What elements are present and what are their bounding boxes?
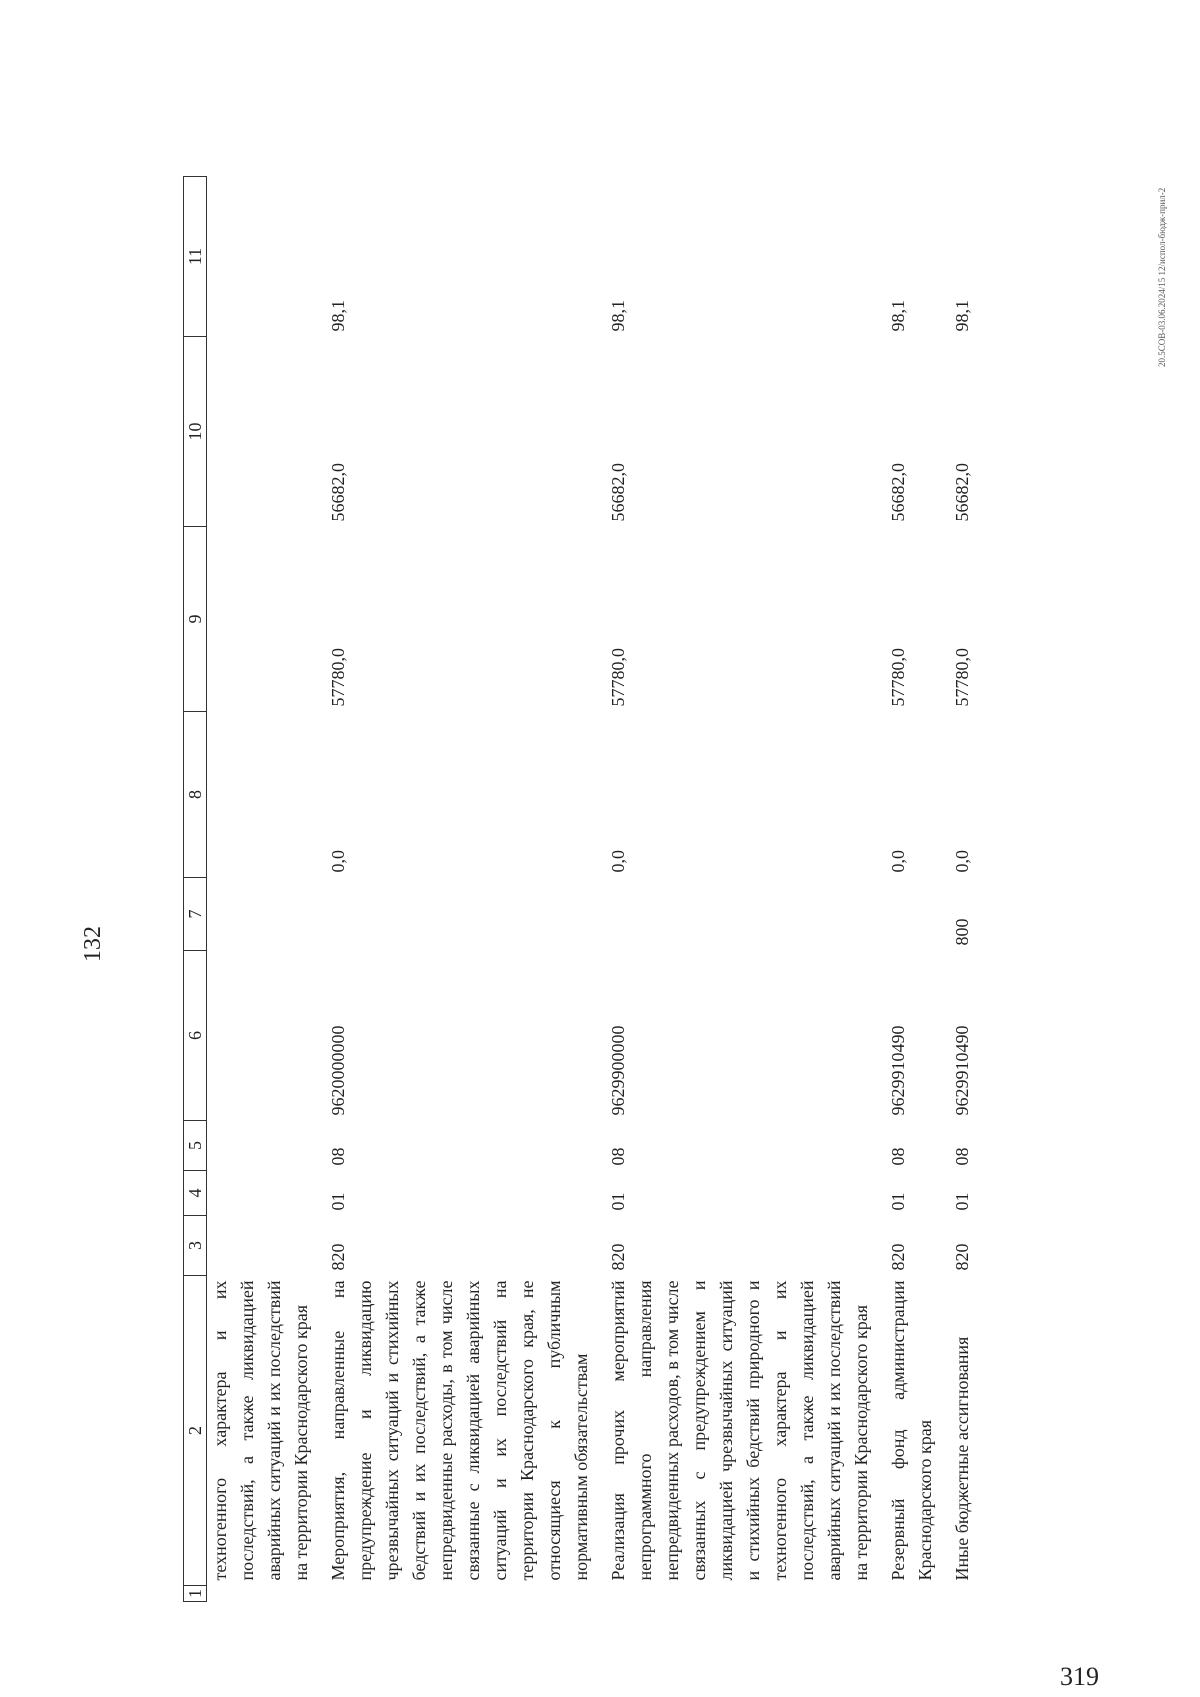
cell-c11: 98,1	[328, 300, 348, 332]
table-row	[949, 177, 976, 1602]
cell-c10: 56682,0	[608, 463, 628, 522]
header-col-5: 5	[184, 1121, 207, 1171]
cell-c6: 9620000000	[328, 1025, 348, 1116]
cell-c5	[207, 1121, 316, 1171]
cell-c7	[325, 878, 595, 951]
cell-c4: 01	[328, 1192, 348, 1211]
cell-c5: 08	[952, 1147, 972, 1166]
cell-c7: 800	[952, 918, 972, 946]
header-col-10: 10	[184, 337, 207, 527]
cell-c7	[605, 878, 875, 951]
cell-c11: 98,1	[888, 300, 908, 332]
cell-c9: 57780,0	[328, 648, 348, 707]
row-name: Резервный фонд администрации Краснодарского края	[888, 1280, 935, 1581]
page-number: 132	[80, 926, 106, 962]
table-row	[605, 177, 875, 1602]
header-col-2: 2	[184, 1276, 207, 1586]
cell-c9	[207, 527, 316, 712]
cell-c5: 08	[888, 1147, 908, 1166]
header-col-1: 1	[184, 1586, 207, 1602]
row-spacer	[595, 177, 605, 1602]
cell-c8: 0,0	[952, 850, 972, 873]
header-col-6: 6	[184, 951, 207, 1121]
table-row	[207, 177, 316, 1602]
cell-c6: 9629910490	[888, 1025, 908, 1116]
cell-c8: 0,0	[608, 850, 628, 873]
cell-c9: 57780,0	[608, 648, 628, 707]
row-name: Реализация прочих мероприятий непрограммного направления непредвиденных расходов, в том числе связанных с предупреждением и ликвидацией чрезвычайных ситуаций и стихийных бедствий природного и техногенного характера и их последствий, а также ликвидацией аварийных ситуаций и их последствий на территории Краснодарского края	[608, 1280, 871, 1581]
row-name: Мероприятия, направленные на предупреждение и ликвидацию чрезвычайных ситуаций и стихийных бедствий и их последствий, а также непредвиденные расходы, в том числе связанные с ликвидацией аварийных ситуаций и их последствий на территории Краснодарского края, не относящиеся к публичным нормативным обязательствам	[328, 1280, 591, 1581]
row-spacer	[875, 177, 885, 1602]
cell-c9: 57780,0	[888, 648, 908, 707]
cell-c4: 01	[952, 1192, 972, 1211]
cell-c10: 56682,0	[328, 463, 348, 522]
cell-c9: 57780,0	[952, 648, 972, 707]
cell-c3: 820	[952, 1243, 972, 1271]
table-header	[184, 177, 207, 1602]
header-col-8: 8	[184, 712, 207, 878]
cell-c10	[207, 337, 316, 527]
footer-code: 20.5СОВ-03.06.2024/15 12/испол-бюдж-прил-2	[1157, 187, 1167, 367]
col1-cell	[207, 1586, 977, 1602]
cell-c6: 9629910490	[952, 1025, 972, 1116]
cell-c6	[207, 951, 316, 1121]
cell-c11	[207, 177, 316, 337]
cell-c3: 820	[888, 1243, 908, 1271]
table-row	[325, 177, 595, 1602]
cell-c10: 56682,0	[952, 463, 972, 522]
row-spacer	[939, 177, 949, 1602]
header-col-11: 11	[184, 177, 207, 337]
table-body	[207, 177, 977, 1602]
cell-c6: 9629900000	[608, 1025, 628, 1116]
cell-c4	[207, 1171, 316, 1216]
cell-c4: 01	[888, 1192, 908, 1211]
cell-c3: 820	[608, 1243, 628, 1271]
cell-c7	[207, 878, 316, 951]
cell-c3: 820	[328, 1243, 348, 1271]
header-col-9: 9	[184, 527, 207, 712]
cell-c4: 01	[608, 1192, 628, 1211]
header-col-7: 7	[184, 878, 207, 951]
cell-c11: 98,1	[608, 300, 628, 332]
header-col-3: 3	[184, 1216, 207, 1276]
cell-c7	[885, 878, 939, 951]
row-name: техногенного характера и их последствий, а также ликвидацией аварийных ситуаций и их последствий на территории Краснодарского края	[210, 1280, 311, 1581]
header-col-4: 4	[184, 1171, 207, 1216]
sheet-number: 319	[1060, 1662, 1099, 1691]
table-row	[885, 177, 939, 1602]
cell-c11: 98,1	[952, 300, 972, 332]
cell-c3	[207, 1216, 316, 1276]
row-name: Иные бюджетные ассигнования	[952, 1336, 972, 1581]
row-spacer	[315, 177, 325, 1602]
cell-c8	[207, 712, 316, 878]
cell-c8: 0,0	[888, 850, 908, 873]
cell-c5: 08	[608, 1147, 628, 1166]
header-row	[184, 177, 207, 1602]
budget-table	[183, 176, 976, 1602]
cell-c10: 56682,0	[888, 463, 908, 522]
cell-c8: 0,0	[328, 850, 348, 873]
cell-c5: 08	[328, 1147, 348, 1166]
